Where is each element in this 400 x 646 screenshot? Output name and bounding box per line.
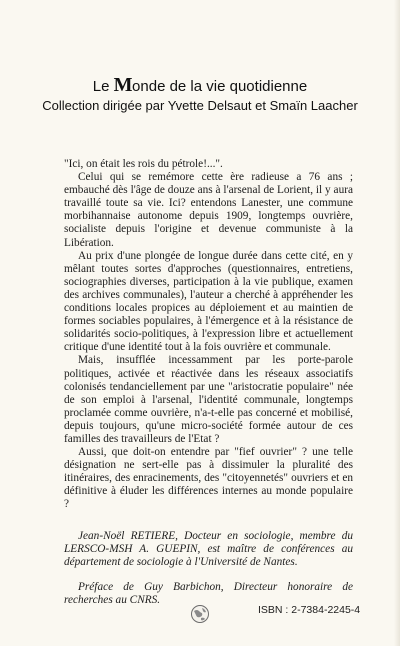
blurb-paragraph: "Ici, on était les rois du pétrole!...". (64, 158, 223, 170)
author-note-text: Jean-Noël RETIERE, Docteur en sociologie, membre du LERSCO-MSH A. GUEPIN, est maître de conférences au département de sociologie à l'Université de Nantes. (64, 530, 353, 569)
series-subtitle: Collection dirigée par Yvette Delsaut et Smaïn Laacher (42, 98, 358, 113)
blurb-paragraph: Mais, insufflée incessamment par les porte-parole politiques, activée et réactivée dans les réseaux associatifs colonisés tendanciellement par une "aristocratie populaire" née de son emploi à l'arsenal, l'identité communale, longtemps proclamée comme ouvrière, n'a-t-elle pas concerné et mobilisé, depuis toujours, qu'une micro-société formée autour de ces familles des travailleurs de l'Etat ? (64, 354, 353, 445)
back-cover-blurb (64, 158, 353, 512)
author-note (64, 530, 353, 569)
blurb-paragraph: Aussi, que doit-on entendre par "fief ouvrier" ? une telle désignation ne sert-elle pas à dissimuler la pluralité des itinéraires, des enracinements, des "citoyennetés" ouvriers et en définitive à éluder les différences internes au monde populaire ? (64, 446, 353, 511)
series-header (0, 76, 400, 114)
series-title (0, 76, 400, 96)
isbn: ISBN : 2-7384-2245-4 (258, 604, 361, 616)
blurb-paragraph: Celui qui se remémore cette ère radieuse a 76 ans ; embauché dès l'âge de douze ans à l'arsenal de Lorient, il y aura travaillé toute sa vie. Ici? entendons Lanester, une commune morbihannaise autonome depuis 1909, longtemps ouvrière, socialiste depuis l'origine et devenue communiste à la Libération. (64, 171, 353, 249)
series-title-rest: onde de la vie quotidienne (132, 78, 308, 95)
globe-logo-icon (190, 604, 210, 624)
series-title-initial: M (113, 74, 133, 96)
blurb-paragraph: Au prix d'une plongée de longue durée dans cette cité, en y mêlant toutes sortes d'approches (questionnaires, entretiens, sociographies diverses, participation à la vie publique, examen des archives communales), l'auteur a cherché à appréhender les conditions locales propices au déploiement et au maintien de formes sociables populaires, à l'émergence et à la résistance de solidarités socio-politiques, à l'expression libre et actuellement critique d'une identité tout à la fois ouvrière et communale. (64, 249, 353, 354)
preface-note-text: Préface de Guy Barbichon, Directeur honoraire de recherches au CNRS. (64, 581, 353, 607)
series-title-article: Le (92, 78, 110, 95)
